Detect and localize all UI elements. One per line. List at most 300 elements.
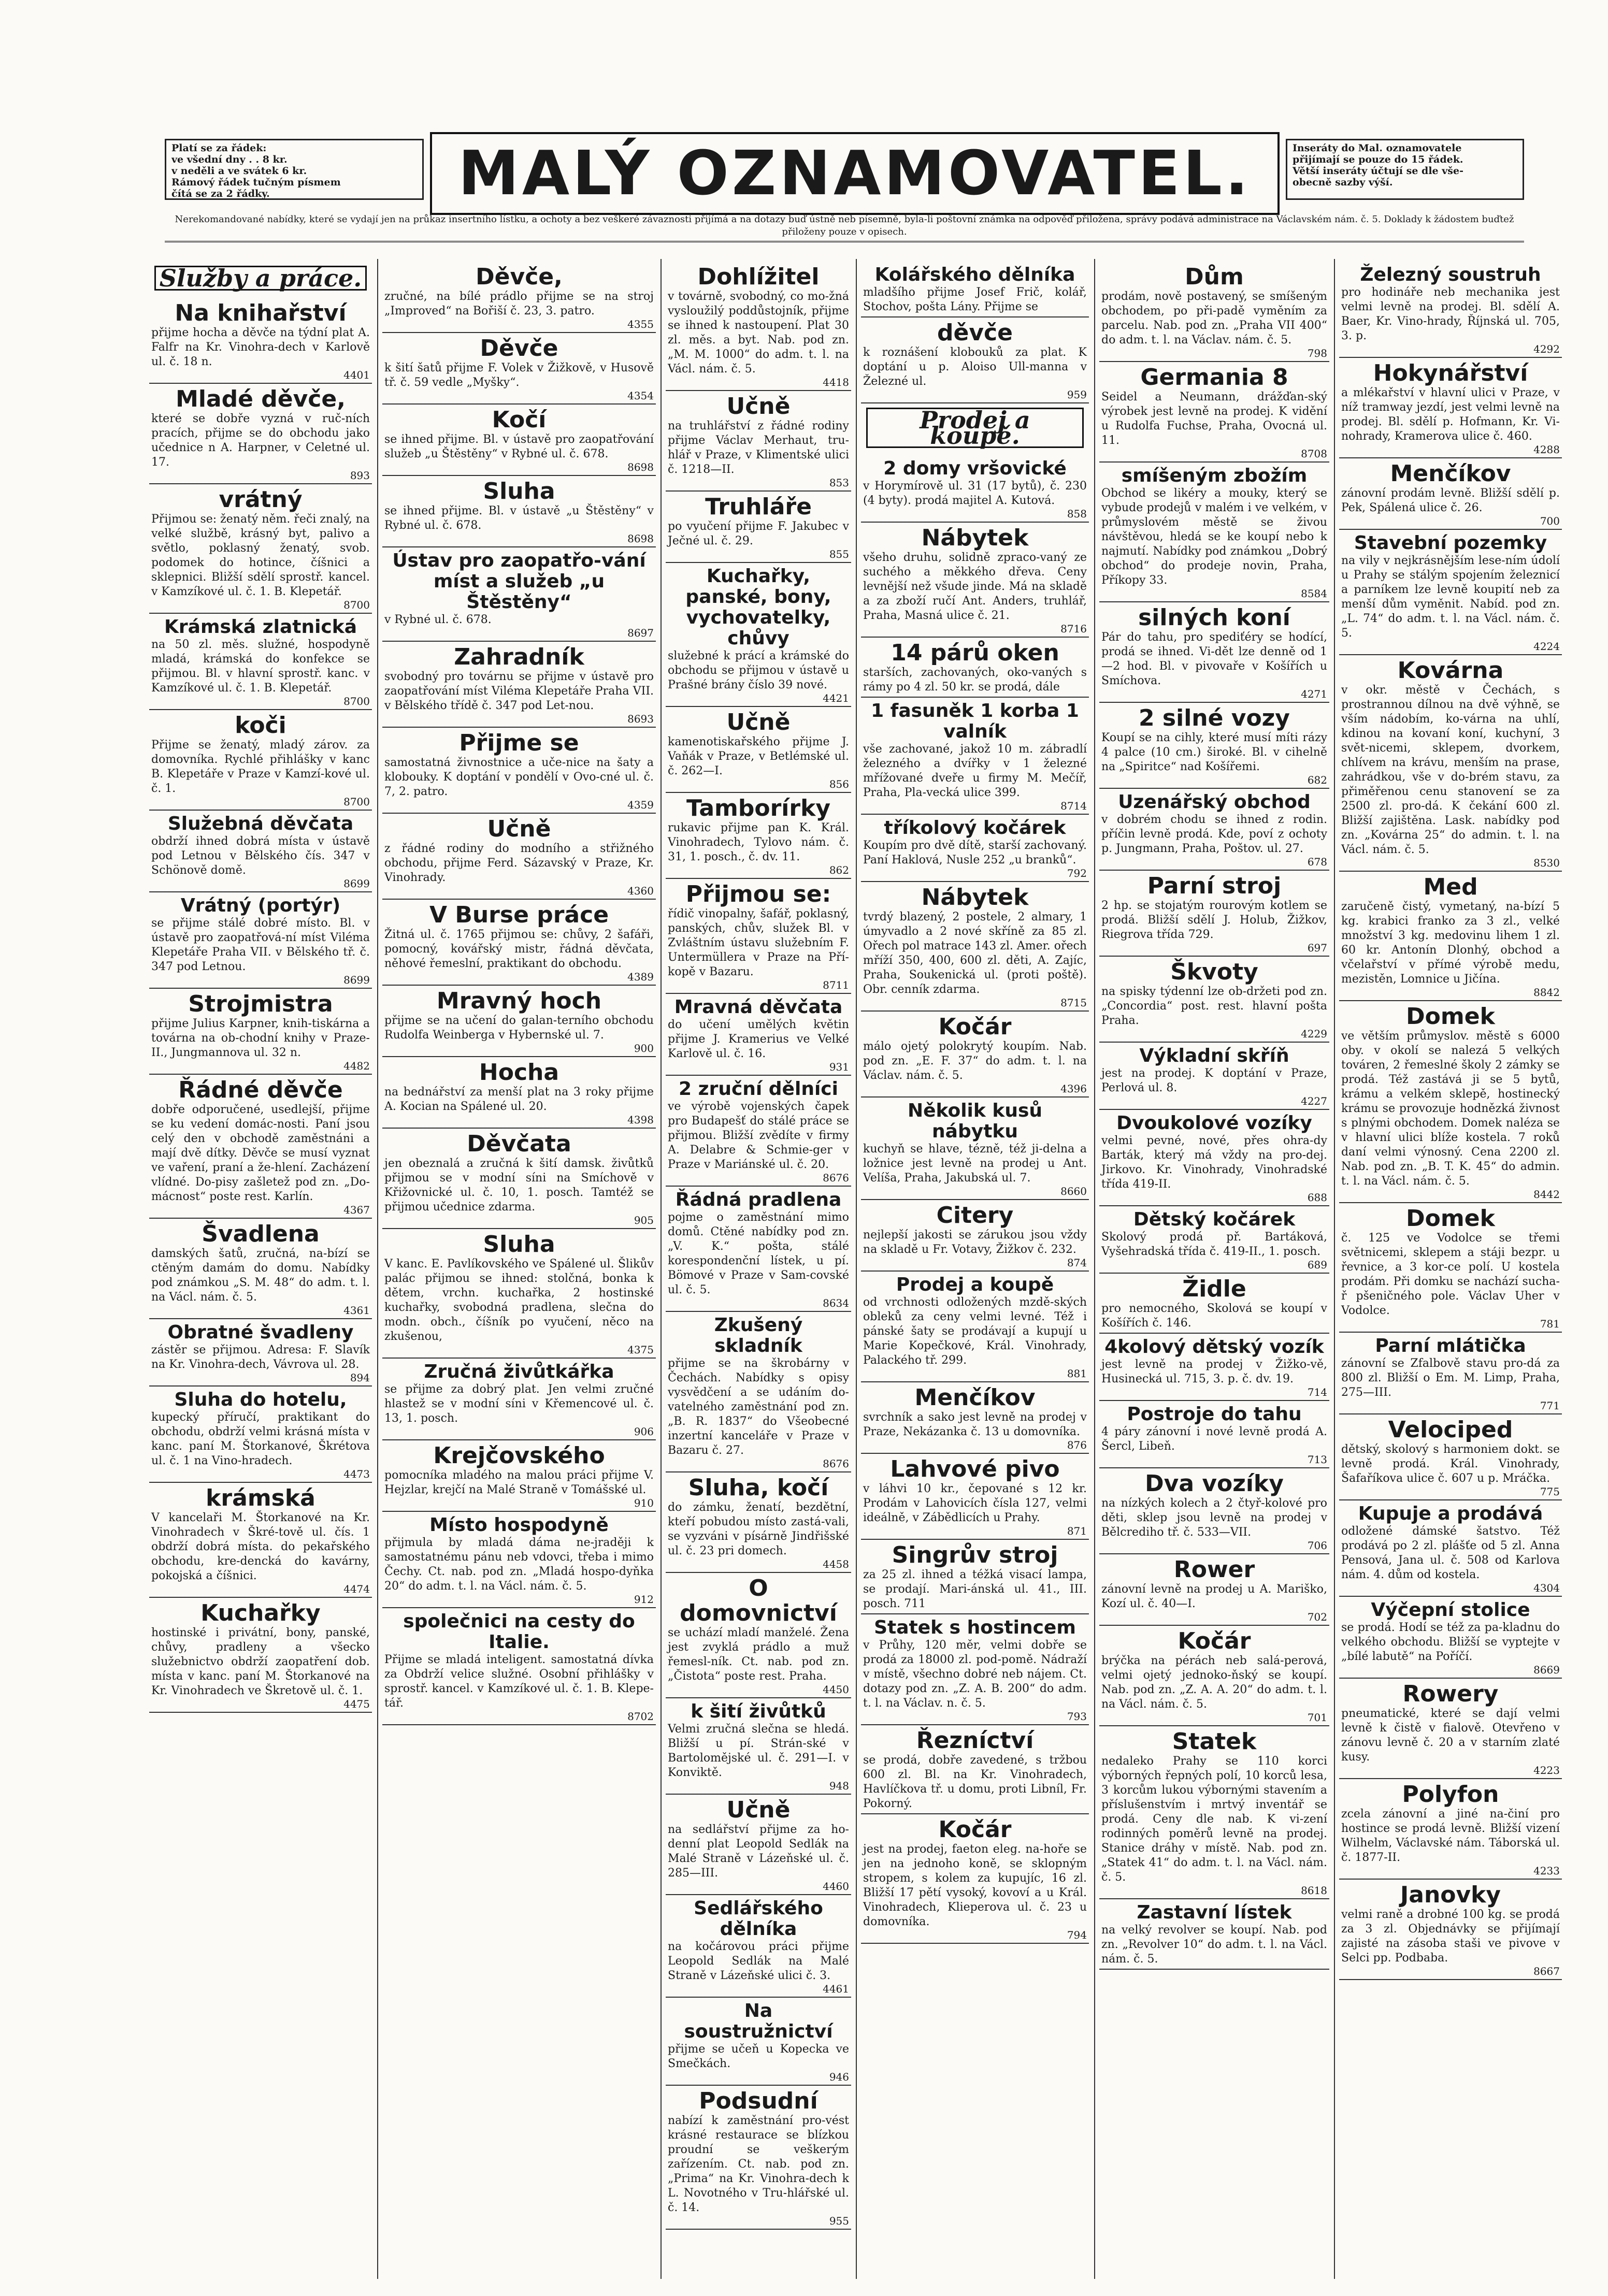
ad-heading: Kočár <box>938 1816 1012 1843</box>
ad-body: pomocníka mladého na malou práci přijme V. Hejzlar, krejčí na Malé Straně v Tomášské ul. <box>384 1469 654 1496</box>
pricing-line: Rámový řádek tučným písmem <box>171 177 341 188</box>
ad-body: do učení umělých květin přijme J. Kramerius ve Velké Karlově ul. č. 16. <box>668 1018 849 1060</box>
ad-number: 4361 <box>343 1304 370 1317</box>
ad-body: č. 125 ve Vodolce se třemi světnicemi, sklepem a stáji bezpr. u řevnice, a 3 kor-ce polí. U kostela prodám. Při domku se nachází sucha-ř pšeničného pole. Václav Uher v Vodolce. <box>1341 1232 1560 1317</box>
classified-ad <box>666 793 851 879</box>
classified-ad <box>861 1614 1089 1725</box>
ad-number: 858 <box>1067 508 1087 520</box>
classified-ad <box>149 892 372 989</box>
ad-body: po vyučení přijme F. Jakubec v Ječné ul. č. 29. <box>668 520 849 547</box>
ad-heading: Řádná pradlena <box>675 1189 842 1210</box>
ad-heading: Mravný hoch <box>436 988 602 1014</box>
ad-number: 688 <box>1307 1191 1327 1204</box>
classified-ad <box>382 547 656 642</box>
ad-body: které se dobře vyzná v ruč-ních pracích, přijme se do obchodu jako učednice n A. Harpner, v Celetné ul. 17. <box>151 412 370 469</box>
ad-body: jest na prodej. K doptání v Praze, Perlová ul. 8. <box>1101 1067 1327 1094</box>
ad-body: na kočárovou práci přijme Leopold Sedlák na Malé Straně v Lázeňské ulici č. 3. <box>668 1940 849 1982</box>
classified-ad <box>149 384 372 484</box>
ad-number: 701 <box>1307 1711 1327 1724</box>
column-rule <box>1334 259 1335 2279</box>
ad-body: Pár do tahu, pro spediťéry se hodící, prodá se ihned. Vi-dět lze denně od 1—2 hod. Bl. v pivovaře v Košířích u Smíchova. <box>1101 631 1327 687</box>
ad-body: Velmi zručná slečna se hledá. Bližší u pí. Strán-ské v Bartolomějské ul. č. 291—I. v Konviktě. <box>668 1723 849 1779</box>
ad-body: zručné, na bílé prádlo přijme se na stroj „Improved“ na Bořiší č. 23, 3. patro. <box>384 290 654 317</box>
ad-body: pro nemocného, Skolová se koupí v Košířích č. 146. <box>1101 1302 1327 1330</box>
classified-ad <box>1339 1679 1562 1779</box>
ad-body: tvrdý blazený, 2 postele, 2 almary, 1 úmyvadlo a 2 nové skříně za 85 zl. Ořech pol matrace 143 zl. Amer. ořech mříží 350, 400, 600 zl. děti, A. Zajíc, Praha, Soukenická ul. (proti poště). Obr. cenník zdarma. <box>863 911 1087 996</box>
ad-heading: Statek s hostincem <box>874 1617 1076 1638</box>
classified-ad <box>1099 789 1329 871</box>
ad-heading: Rowery <box>1402 1681 1499 1707</box>
classified-ad <box>1099 1043 1329 1110</box>
ad-number: 775 <box>1540 1485 1560 1498</box>
ad-body: málo ojetý polokrytý koupím. Nab. pod zn. „E. F. 37“ do adm. t. l. na Václav. nám. č. 5. <box>863 1040 1087 1082</box>
classified-ad <box>382 262 656 333</box>
ad-number: 4458 <box>823 1558 849 1570</box>
ad-heading: Škvoty <box>1170 959 1258 985</box>
ad-number: 771 <box>1540 1399 1560 1412</box>
ad-heading: krámská <box>206 1485 315 1511</box>
ad-heading: Učně <box>487 816 551 842</box>
classified-ad <box>1339 1880 1562 1980</box>
ad-body: k roznášení klobouků za plat. K doptání u p. Aloiso Ull-manna v Železné ul. <box>863 346 1087 388</box>
ad-number: 912 <box>634 1593 654 1606</box>
classified-ad <box>1339 458 1562 530</box>
classified-ad <box>666 391 851 492</box>
ad-heading: Mravná děvčata <box>674 997 843 1018</box>
ad-body: damských šatů, zručná, na-bízí se ctěným damám do domu. Nabídky pod známkou „S. M. 48“ do adm. t. l. na Václ. nám. č. 5. <box>151 1247 370 1304</box>
ad-body: na nízkých kolech a 2 čtyř-kolové pro děti, sklep jsou levně na prodej v Bělcrediho tř. č. 533—VII. <box>1101 1497 1327 1539</box>
column-5 <box>1099 262 1329 2284</box>
classified-ad <box>382 642 656 728</box>
ad-heading: 2 zruční dělníci <box>679 1078 838 1100</box>
ad-number: 4389 <box>627 971 654 983</box>
insertion-rules-box <box>1286 139 1524 200</box>
classified-ad <box>666 563 851 707</box>
ad-number: 4474 <box>343 1583 370 1595</box>
ad-number: 4401 <box>343 369 370 381</box>
classified-ad <box>382 1512 656 1608</box>
ad-heading: Nábytek <box>921 525 1029 551</box>
classified-ad <box>149 298 372 384</box>
rules-line: Inseráty do Mal. oznamovatele <box>1293 142 1462 154</box>
ad-body: jen obeznalá a zručná k šití damsk. živůtků přijmou se v modní síni na Smíchově v Křižovnické ul. č. 10, 1. posch. Tamtéž se přijmou učednice zdarma. <box>384 1157 654 1214</box>
ad-heading: Stavební pozemky <box>1354 532 1547 554</box>
ad-body: na bednářství za menší plat na 3 roky přijme A. Kocian na Spálené ul. 20. <box>384 1086 654 1113</box>
classified-ad <box>1339 530 1562 655</box>
ad-number: 8697 <box>627 627 654 639</box>
ad-body: dobře odporučené, usedlejší, přijme se ku vedení domác-nosti. Paní jsou celý den v obchodě zaměstnáni a mají dvě dítky. Děvče se musí vyznat ve vaření, praní a že-hlení. Zacházení vlídné. Do-pisy zašletež pod zn. „Do-mácnost“ poste rest. Karlín. <box>151 1103 370 1203</box>
ad-number: 4292 <box>1533 343 1560 355</box>
rules-line: Větší inseráty účtují se dle vše- <box>1293 165 1463 177</box>
ad-number: 4396 <box>1060 1082 1087 1095</box>
ad-heading: Parní stroj <box>1147 873 1282 899</box>
ad-number: 792 <box>1067 867 1087 879</box>
ad-body: jest levně na prodej v Žižko-vě, Husinecká ul. 715, 3. p. č. dv. 19. <box>1101 1358 1327 1385</box>
classified-ad <box>861 317 1089 403</box>
classified-ad <box>149 811 372 892</box>
ad-body: Přijmou se: ženatý něm. řeči znalý, na velké službě, krásný byt, palivo a světlo, poklasný ženatý, svob. podomek do hotince, číšnici a sklepnici. Bližší sdělí sprostř. kancel. v Kamzíkové ul. č. 1. B. Klepetář. <box>151 513 370 598</box>
ad-body: a mlékařství v hlavní ulici v Praze, v níž tramway jezdí, jest velmi levně na prodej. Bl. sdělí p. Hofmann, Kr. Vi-nohrady, Kramerova ulice č. 460. <box>1341 386 1560 443</box>
ad-number: 8700 <box>343 796 370 808</box>
ad-number: 8698 <box>627 532 654 545</box>
ad-body: v továrně, svobodný, co mo-žná vysloužilý poddůstojník, přijme se ihned k nastoupení. Plat 30 zl. měs. a byt. Nab. pod zn. „M. M. 1000“ do adm. t. l. na Václ. nám. č. 5. <box>668 290 849 376</box>
pricing-line: ve všední dny . . 8 kr. <box>171 154 288 165</box>
ad-body: 4 páry zánovní i nové levně prodá A. Šercl, Libeň. <box>1101 1425 1327 1453</box>
ad-number: 4355 <box>627 318 654 330</box>
classified-ad <box>382 1608 656 1725</box>
classified-ad <box>149 1387 372 1483</box>
ad-number: 894 <box>350 1371 370 1384</box>
ad-heading: Kolářského dělníka <box>874 264 1075 285</box>
ad-body: kamenotiskařského přijme J. Vaňák v Praze, v Betlémské ul. č. 262—I. <box>668 735 849 777</box>
ad-body: Přijme se ženatý, mladý zárov. za domovníka. Rychlé přihlášky v kanc B. Klepetáře v Praze v Kamzí-kové ul. č. 1. <box>151 739 370 795</box>
ad-heading: Strojmistra <box>188 991 333 1017</box>
ad-heading: Na knihařství <box>175 300 347 326</box>
ad-body: zánovní prodám levně. Bližší sdělí p. Pek, Spálená ulice č. 26. <box>1341 487 1560 514</box>
ad-number: 8669 <box>1533 1664 1560 1676</box>
ad-number: 4461 <box>823 1983 849 1995</box>
rules-line: přijímají se pouze do 15 řádek. <box>1293 154 1463 165</box>
classified-ad <box>1099 602 1329 703</box>
ad-body: starších, zachovaných, oko-vaných s rámy po 4 zl. 50 kr. se prodá, dále <box>863 666 1087 694</box>
ad-number: 948 <box>829 1780 849 1792</box>
ad-heading: Přijmou se: <box>685 881 831 907</box>
ad-number: 682 <box>1307 774 1327 786</box>
classified-ad <box>1099 1726 1329 1899</box>
classified-ad <box>149 1219 372 1319</box>
ad-heading: Dva vozíky <box>1145 1470 1284 1497</box>
ad-number: 798 <box>1307 347 1327 359</box>
ad-heading: Prodej a koupě <box>896 1274 1054 1295</box>
ad-body: přijme se na škrobárny v Čechách. Nabídky s opisy vysvědčení a se udáním do-vatelného zaměstnání pod zn. „B. R. 1837“ do Všeobecné inzertní kanceláře v Praze v Bazaru č. 27. <box>668 1357 849 1457</box>
ad-body: v okr. městě v Čechách, s prostrannou dílnou na dvě výhně, se vším nádobím, ko-várna na uhlí, kdinou na kovaní koní, kuchyní, 3 svět-nicemi, sklepem, dvorkem, chlívem na krávu, menším na prase, zahrádkou, vše v do-brém stavu, za přiměřenou cenu stanovení se za 2500 zl. pro-dá. K čekání 600 zl. Bližší zajištěna. Lask. nabídky pod zn. „Kovárna 25“ do admin. t. l. na Václ. nám. č. 5. <box>1341 684 1560 856</box>
ad-body: pro hodináře neb mechanika jest velmi levně na prodej. Bl. sdělí A. Baer, Kr. Vino-hrady, Říjnská ul. 705, 3. p. <box>1341 286 1560 342</box>
ad-body: přijmula by mladá dáma ne-jraději k samostatnému pánu neb vdovci, třeba i mimo Čechy. Ct. nab. pod zn. „Mladá hospo-dyňka 20“ do adm. t. l. na Václ. nám. č. 5. <box>384 1536 654 1593</box>
ad-heading: Židle <box>1182 1276 1246 1302</box>
ad-number: 4460 <box>823 1880 849 1893</box>
ad-number: 8676 <box>823 1172 849 1184</box>
classified-ad <box>382 1057 656 1129</box>
classified-ad <box>1339 1203 1562 1333</box>
ad-number: 8618 <box>1301 1884 1327 1897</box>
ad-body: na spisky týdenní lze ob-držeti pod zn. „Concordia“ post. rest. hlavní pošta Praha. <box>1101 985 1327 1027</box>
ad-body: do zámku, ženatí, bezdětní, kteří pobudou místo zastá-vali, se vyzváni v písárně Jindřišské ul. č. 23 pri domech. <box>668 1501 849 1557</box>
ad-body: na 50 zl. měs. služné, hospodyně mladá, krámská do konfekce se přijmou. Bl. v hlavní sprostř. kanc. v Kamzíkové ul. č. 1. B. Klepetář. <box>151 638 370 695</box>
ad-heading: Kupuje a prodává <box>1358 1503 1543 1524</box>
classified-ad <box>666 879 851 994</box>
ad-heading: Několik kusů nábytku <box>907 1100 1043 1142</box>
classified-ad <box>666 1698 851 1795</box>
ad-heading: Výčepní stolice <box>1371 1599 1530 1621</box>
ad-body: přijme hocha a děvče na týdní plat A. Falfr na Kr. Vinohra-dech v Karlově ul. č. 18 n. <box>151 326 370 368</box>
ad-body: Skolový prodá př. Bartáková, Vyšehradská třída č. 419-II., 1. posch. <box>1101 1231 1327 1258</box>
ad-body: obdrží ihned dobrá místa v ústavě pod Letnou v Bělského čís. 347 v Schönově domě. <box>151 835 370 877</box>
ad-number: 8667 <box>1533 1965 1560 1977</box>
ad-body: Seidel a Neumann, drážďan-ský výrobek jest levně na prodej. K vidění u Rudolfa Fuchse, Praha, Ovocná ul. 11. <box>1101 391 1327 447</box>
ad-body: Obchod se likéry a mouky, který se vybude prodejů v malém i ve velkém, v průmyslovém městě se živou návštěvou, hledá se ke koupí nebo k najmutí. Nabídky pod známkou „Dobrý obchod“ do prodeje novin, Praha, Příkopy 33. <box>1101 487 1327 587</box>
classified-ad <box>1339 655 1562 872</box>
ad-number: 793 <box>1067 1710 1087 1723</box>
ad-number: 4421 <box>823 692 849 704</box>
ad-number: 8711 <box>823 979 849 991</box>
ad-heading: Truhláře <box>705 494 812 520</box>
ad-body: rukavic přijme pan K. Král. Vinohradech, Tylovo nám. č. 31, 1. posch., č. dv. 11. <box>668 821 849 863</box>
ad-heading: Učně <box>726 393 791 420</box>
classified-ad <box>1339 358 1562 458</box>
ad-heading: Citery <box>936 1202 1014 1229</box>
ad-number: 8842 <box>1533 986 1560 999</box>
column-3 <box>666 262 851 2284</box>
ad-body: k šití šatů přijme F. Volek v Žižkově, v Husově tř. č. 59 vedle „Myšky“. <box>384 362 654 389</box>
ad-body: 2 hp. se stojatým rourovým kotlem se prodá. Bližší sdělí J. Holub, Žižkov, Riegrova třída 729. <box>1101 899 1327 941</box>
classified-ad <box>382 1129 656 1229</box>
classified-ad <box>149 1598 372 1713</box>
ad-number: 8660 <box>1060 1185 1087 1197</box>
ad-heading: Zastavní lístek <box>1137 1902 1292 1923</box>
ad-body: hostinské i privátní, bony, panské, chůvy, pradleny a všecko služebnictvo obdrží zaopatření dob. místa v kanc. paní M. Štorkanové na Kr. Vinohradech ve Škretově ul. č. 1. <box>151 1626 370 1697</box>
column-4 <box>861 262 1089 2284</box>
ad-body: na velký revolver se koupí. Nab. pod zn. „Revolver 10“ do adm. t. l. na Václ. nám. č. 5. <box>1101 1924 1327 1966</box>
ad-body: zástěr se přijmou. Adresa: F. Slavík na Kr. Vinohra-dech, Vávrova ul. 28. <box>151 1344 370 1371</box>
ad-body: zaručeně čistý, vymetaný, na-bízí 5 kg. krabici franko za 3 zl., velké množství 3 kg. medovinu lihem 1 zl. 60 kr. Antonín Dlonhý, obchod a včelařství v přímé výrobě medu, mezistěn, Lomnice u Jičína. <box>1341 900 1560 986</box>
ad-number: 702 <box>1307 1611 1327 1623</box>
classified-ad <box>149 614 372 710</box>
ad-number: 4271 <box>1301 688 1327 700</box>
ad-body: V kancelaři M. Štorkanové na Kr. Vinohradech v Škré-tově ul. čís. 1 obdrží dobrá místa. do pekařského obchodu, kre-dencká do kavárny, pokojská a číšnici. <box>151 1511 370 1582</box>
classified-ad <box>382 900 656 986</box>
ad-number: 8702 <box>627 1710 654 1723</box>
ad-body: ve výrobě vojenských čapek pro Budapešť do stálé práce se přijmou. Bližší zvědíte v firmy A. Delabre & Schmie-ger v Praze v Mariánské ul. č. 20. <box>668 1100 849 1171</box>
ad-heading: k šití živůtků <box>691 1701 826 1722</box>
ad-number: 714 <box>1307 1386 1327 1398</box>
classified-ad <box>149 484 372 614</box>
ad-heading: Sluha <box>483 1231 555 1258</box>
column-rule <box>856 259 857 2279</box>
classified-ad <box>382 405 656 476</box>
ad-number: 4450 <box>823 1683 849 1696</box>
ad-heading: Hokynářství <box>1373 360 1528 386</box>
ad-heading: Zručná živůtkářka <box>424 1361 614 1382</box>
section-heading-work: Služby a práce. <box>154 266 367 291</box>
classified-ad <box>1099 1554 1329 1626</box>
ad-heading: Polyfon <box>1402 1781 1499 1808</box>
ad-body: od vrchnosti odložených mzdě-ských obleků za ceny velmi levné. Též i pánské šaty se prodávají a kupují u Marie Kopečkové, Král. Vinohrady, Palackého tř. 299. <box>863 1296 1087 1367</box>
ad-number: 874 <box>1067 1257 1087 1269</box>
ad-heading: Výkladní skříň <box>1139 1045 1289 1066</box>
classified-ad <box>382 728 656 814</box>
ad-heading: Kuchařky, panské, bony, vychovatelky, chůvy <box>685 566 831 649</box>
ad-body: odložené dámské šatstvo. Též prodává po 2 zl. plášťe od 5 zl. Anna Pensová, Jana ul. č. 508 od Karlova nám. 4. dům od kostela. <box>1341 1525 1560 1581</box>
ad-heading: Singrův stroj <box>892 1542 1058 1568</box>
ad-body: ve větším průmyslov. městě s 6000 oby. v okolí se nalezá 5 velkých továren, 2 řemeslné školy 2 zámky se prodá. Též zastává ji se 5 bytů, krámu a velkém sklepě, hostinecký krámu se provozuje hodnězká živnost s plnými obchodem. Domek naléza se v hlavní ulici blíže kostela. 7 roků daní velmi výnosný. Cena 2200 zl. Nab. pod zn. „B. T. K. 45“ do admin. t. l. na Václ. nám. č. 5. <box>1341 1030 1560 1188</box>
classified-ad <box>861 1382 1089 1454</box>
classified-ad <box>861 262 1089 317</box>
ad-number: 8708 <box>1301 447 1327 460</box>
ad-number: 689 <box>1307 1259 1327 1271</box>
ad-heading: Sluha, kočí <box>688 1475 829 1501</box>
ad-body: samostatná živnostnice a uče-nice na šaty a klobouky. K doptání v pondělí v Ovo-cné ul. č. 7, 2. patro. <box>384 756 654 798</box>
ad-heading: Švadlena <box>202 1221 320 1247</box>
ad-heading: Zahradník <box>454 644 584 670</box>
ad-body: na truhlářství z řádné rodiny přijme Václav Merhaut, tru-hlář v Praze, v Klimentské ulici č. 1218—II. <box>668 420 849 476</box>
ad-heading: Děvčata <box>467 1131 571 1157</box>
classified-ad <box>1339 1001 1562 1203</box>
ad-heading: vrátný <box>219 486 303 513</box>
ad-body: Koupí se na cihly, které musí míti rázy 4 palce (10 cm.) široké. Bl. v cihelně na „Spiritce“ nad Košířemi. <box>1101 731 1327 773</box>
ad-body: jest na prodej, faeton eleg. na-hoře se jen na jednoho koně, se sklopným stropem, s kolem za kupujíc, 16 zl. Bližší 17 pětí vysoký, kovoví a u Král. Vinohradech, Klieperova ul. č. 23 u domovníka. <box>863 1843 1087 1928</box>
header-notice: Nerekomandované nabídky, které se vydají jen na průkaz insertního lístku, a ochoty a bez veškeré závaznosti přijímá a na dotazy buď ústně neb písemně, byla-li poštovní známka na odpověď přiložena, správy podává administrace na Václavském nám. č. 5. Doklady k žádostem buďtež přiloženy pouze v opisech. <box>165 213 1524 242</box>
ad-body: vše zachované, jakož 10 m. zábradlí železného a dvířky v 1 železné mřížované dveře u firmy M. Mečíř, Praha, Pla-vecká ulice 399. <box>863 743 1087 799</box>
classified-ad <box>1099 1626 1329 1726</box>
ad-body: se prodá. Hodí se též za pa-kladnu do velkého obchodu. Bližší se vyptejte v „bílé labutě“ na Poříčí. <box>1341 1621 1560 1663</box>
classified-ad <box>666 994 851 1076</box>
ad-heading: Lahvové pivo <box>890 1456 1060 1482</box>
classified-ad <box>861 523 1089 638</box>
classified-ad <box>1099 1401 1329 1468</box>
classified-ad <box>149 1319 372 1387</box>
ad-heading: Sedlářského dělníka <box>694 1898 823 1940</box>
ad-body: přijme se učeň u Kopecka ve Smečkách. <box>668 2043 849 2070</box>
classified-ad <box>149 1075 372 1219</box>
ad-heading: Řezníctví <box>916 1727 1034 1754</box>
ad-heading: Med <box>1423 874 1478 900</box>
ad-body: v Horymírově ul. 31 (17 bytů), č. 230 (4 byty). prodá majitel A. Kutová. <box>863 480 1087 507</box>
ad-body: v Průhy, 120 měr, velmi dobře se prodá za 18000 zl. pod-pomě. Nádraží v místě, všechno dobré neb nájem. Ct. dotazy pod zn. „Z. A. B. 200“ do adm. t. l. na Václav. n. č. 5. <box>863 1639 1087 1710</box>
ad-body: přijme Julius Karpner, knih-tiskárna a továrna na ob-chodní knihy v Praze-II., Jungmannova ul. 32 n. <box>151 1017 370 1059</box>
ad-number: 8699 <box>343 974 370 986</box>
ad-number: 4398 <box>627 1114 654 1126</box>
ad-heading: koči <box>235 712 286 739</box>
classified-ad <box>861 455 1089 523</box>
classified-ad <box>1099 1334 1329 1401</box>
ad-number: 8700 <box>343 695 370 707</box>
ad-heading: společnici na cesty do Italie. <box>403 1611 635 1653</box>
ad-body: kupecký příručí, praktikant do obchodu, obdrží velmi krásná místa v kanc. paní M. Štorkanové, Škrétova ul. č. 1 na Vino-hradech. <box>151 1411 370 1467</box>
classified-ad <box>861 1454 1089 1540</box>
classified-ad <box>149 710 372 811</box>
ad-heading: Železný soustruh <box>1360 264 1541 285</box>
ad-body: svobodný pro továrnu se přijme v ústavě pro zaopatřování míst Viléma Klepetáře Praha VII. v Bělského třídě č. 347 pod Let-nou. <box>384 670 654 712</box>
classified-ad <box>666 707 851 793</box>
pricing-line: v neděli a ve svátek 6 kr. <box>171 165 307 177</box>
classified-ad <box>666 1312 851 1472</box>
classified-ad <box>1099 1899 1329 1970</box>
ad-number: 700 <box>1540 515 1560 527</box>
ad-heading: Velociped <box>1388 1417 1513 1443</box>
ad-body: nedaleko Prahy se 110 korci výborných řepných polí, 10 korců lesa, 3 korcům lukou výbornými stavením a příslušenstvím i mrtvý inventář se prodá. Ceny dle nab. K vi-zení rodinných poměrů levně na prodej. Stanice dráhy v místě. Nab. pod zn. „Statek 41“ do adm. t. l. na Václ. nám. č. 5. <box>1101 1755 1327 1884</box>
ad-body: zcela zánovní a jiné na-činí pro hostince se prodá levně. Bližší vizení Wilhelm, Václavské nám. Táborská ul. č. 1877-II. <box>1341 1808 1560 1864</box>
ad-number: 8715 <box>1060 997 1087 1009</box>
page-title: MALÝ OZNAMOVATEL. <box>430 132 1280 215</box>
classified-ad <box>149 1483 372 1598</box>
ad-heading: Menčíkov <box>1390 460 1511 487</box>
ad-heading: Zkušený skladník <box>714 1315 803 1356</box>
ad-heading: Služebná děvčata <box>167 813 354 834</box>
ad-heading: Uzenářský obchod <box>1118 791 1311 813</box>
ad-body: pneumatické, které se dají velmi levně k čistě v fialově. Otevřeno v zánovu levně č. 20 a v starním zlaté kusy. <box>1341 1707 1560 1764</box>
ad-heading: Přijme se <box>459 730 579 756</box>
ad-heading: Řádné děvče <box>178 1077 343 1103</box>
ad-number: 781 <box>1540 1318 1560 1330</box>
ad-heading: Vrátný (portýr) <box>180 895 341 916</box>
ad-number: 4354 <box>627 389 654 402</box>
classified-ad <box>861 1814 1089 1944</box>
ad-heading: Sluha do hotelu, <box>174 1389 347 1410</box>
ad-body: přijme se na učení do galan-terního obchodu Rudolfa Weinberga v Hybernské ul. 7. <box>384 1014 654 1042</box>
classified-ad <box>1099 703 1329 789</box>
ad-heading: Kovárna <box>1397 657 1504 684</box>
ad-body: zánovní se Zfalbově stavu pro-dá za 800 zl. Bližší o Em. M. Limp, Praha, 275—III. <box>1341 1357 1560 1399</box>
ad-number: 4360 <box>627 885 654 897</box>
ad-body: řídič vinopalny, šafář, poklasný, panských, chův, služek Bl. v Zvláštním ústavu služebním F. Untermüllera v Praze na Pří-kopě v Bazaru. <box>668 907 849 978</box>
classified-ad <box>861 1725 1089 1814</box>
classified-ad <box>1339 1597 1562 1679</box>
ad-number: 8699 <box>343 877 370 890</box>
ad-heading: Děvče <box>480 335 558 362</box>
ad-heading: Parní mlátička <box>1375 1335 1526 1356</box>
ad-number: 8530 <box>1533 857 1560 869</box>
ad-body: se uchází mladí manželé. Žena jest zvyklá prádlo a muž řemesl-ník. Ct. nab. pod zn. „Čistota“ poste rest. Praha. <box>668 1626 849 1683</box>
ad-number: 8584 <box>1301 587 1327 600</box>
ad-body: na vily v nejkrásnějším lese-ním údolí u Prahy se stálým spojením železnicí a parníkem lze levně koupití neb za menší dům vyměnit. Nabíd. pod zn. „L. 74“ do adm. t. l. na Václ. nám. č. 5. <box>1341 554 1560 640</box>
ad-heading: Místo hospodyně <box>429 1514 609 1536</box>
ad-heading: Rower <box>1173 1556 1255 1583</box>
ad-number: 856 <box>829 778 849 790</box>
ad-heading: Tamborírky <box>686 795 831 821</box>
classified-ad <box>666 2086 851 2230</box>
ad-body: se přijme stálé dobré místo. Bl. v ústavě pro zaopatřová-ní míst Viléma Klepetáře Praha VII. v Bělského tř. č. 347 pod Letnou. <box>151 917 370 973</box>
ad-heading: Domek <box>1406 1205 1495 1232</box>
ad-heading: Dohlížitel <box>697 264 820 290</box>
ad-number: 905 <box>634 1214 654 1226</box>
ad-body: se ihned přijme. Bl. v ústavě „u Štěstěny“ v Rybné ul. č. 678. <box>384 504 654 532</box>
pricing-box <box>165 139 424 200</box>
ad-heading: smíšeným zbožím <box>1121 465 1308 486</box>
classified-ad <box>1099 1206 1329 1274</box>
classified-ad <box>382 1440 656 1512</box>
ad-number: 8700 <box>343 599 370 611</box>
ad-heading: Obratné švadleny <box>167 1322 354 1343</box>
ad-heading: děvče <box>937 320 1013 346</box>
classified-ad <box>1099 362 1329 463</box>
column-2 <box>382 262 656 2284</box>
ad-body: z řádné rodiny do modního a střižného obchodu, přijme Ferd. Sázavský v Praze, Kr. Vinohrady. <box>384 842 654 884</box>
ad-heading: Kočí <box>492 407 547 433</box>
classified-ad <box>1099 1274 1329 1334</box>
ad-number: 4229 <box>1301 1028 1327 1040</box>
ad-number: 871 <box>1067 1525 1087 1537</box>
ad-heading: 4kolový dětský vozík <box>1104 1336 1324 1358</box>
classified-ad <box>666 262 851 391</box>
ad-number: 4418 <box>823 376 849 388</box>
ad-number: 955 <box>829 2215 849 2227</box>
classified-ad <box>149 989 372 1075</box>
ad-number: 8714 <box>1060 800 1087 812</box>
ad-body: svrchník a sako jest levně na prodej v Praze, Nekázanka č. 13 u domovníka. <box>863 1411 1087 1438</box>
ad-number: 4359 <box>627 799 654 811</box>
ad-number: 678 <box>1307 856 1327 868</box>
ad-body: Koupím pro dvě dítě, starší zachovaný. Paní Haklová, Nusle 252 „u branků“. <box>863 839 1087 867</box>
column-rule <box>377 259 378 2279</box>
classified-ad <box>1099 262 1329 362</box>
ad-number: 946 <box>829 2071 849 2083</box>
ad-number: 4375 <box>627 1344 654 1356</box>
ad-number: 855 <box>829 548 849 560</box>
ad-heading: Janovky <box>1400 1882 1501 1908</box>
ad-heading: Podsudní <box>699 2088 818 2114</box>
ad-number: 8442 <box>1533 1188 1560 1201</box>
ad-heading: Ústav pro zaopatřo-vání míst a služeb „u Štěstěny“ <box>392 550 646 613</box>
